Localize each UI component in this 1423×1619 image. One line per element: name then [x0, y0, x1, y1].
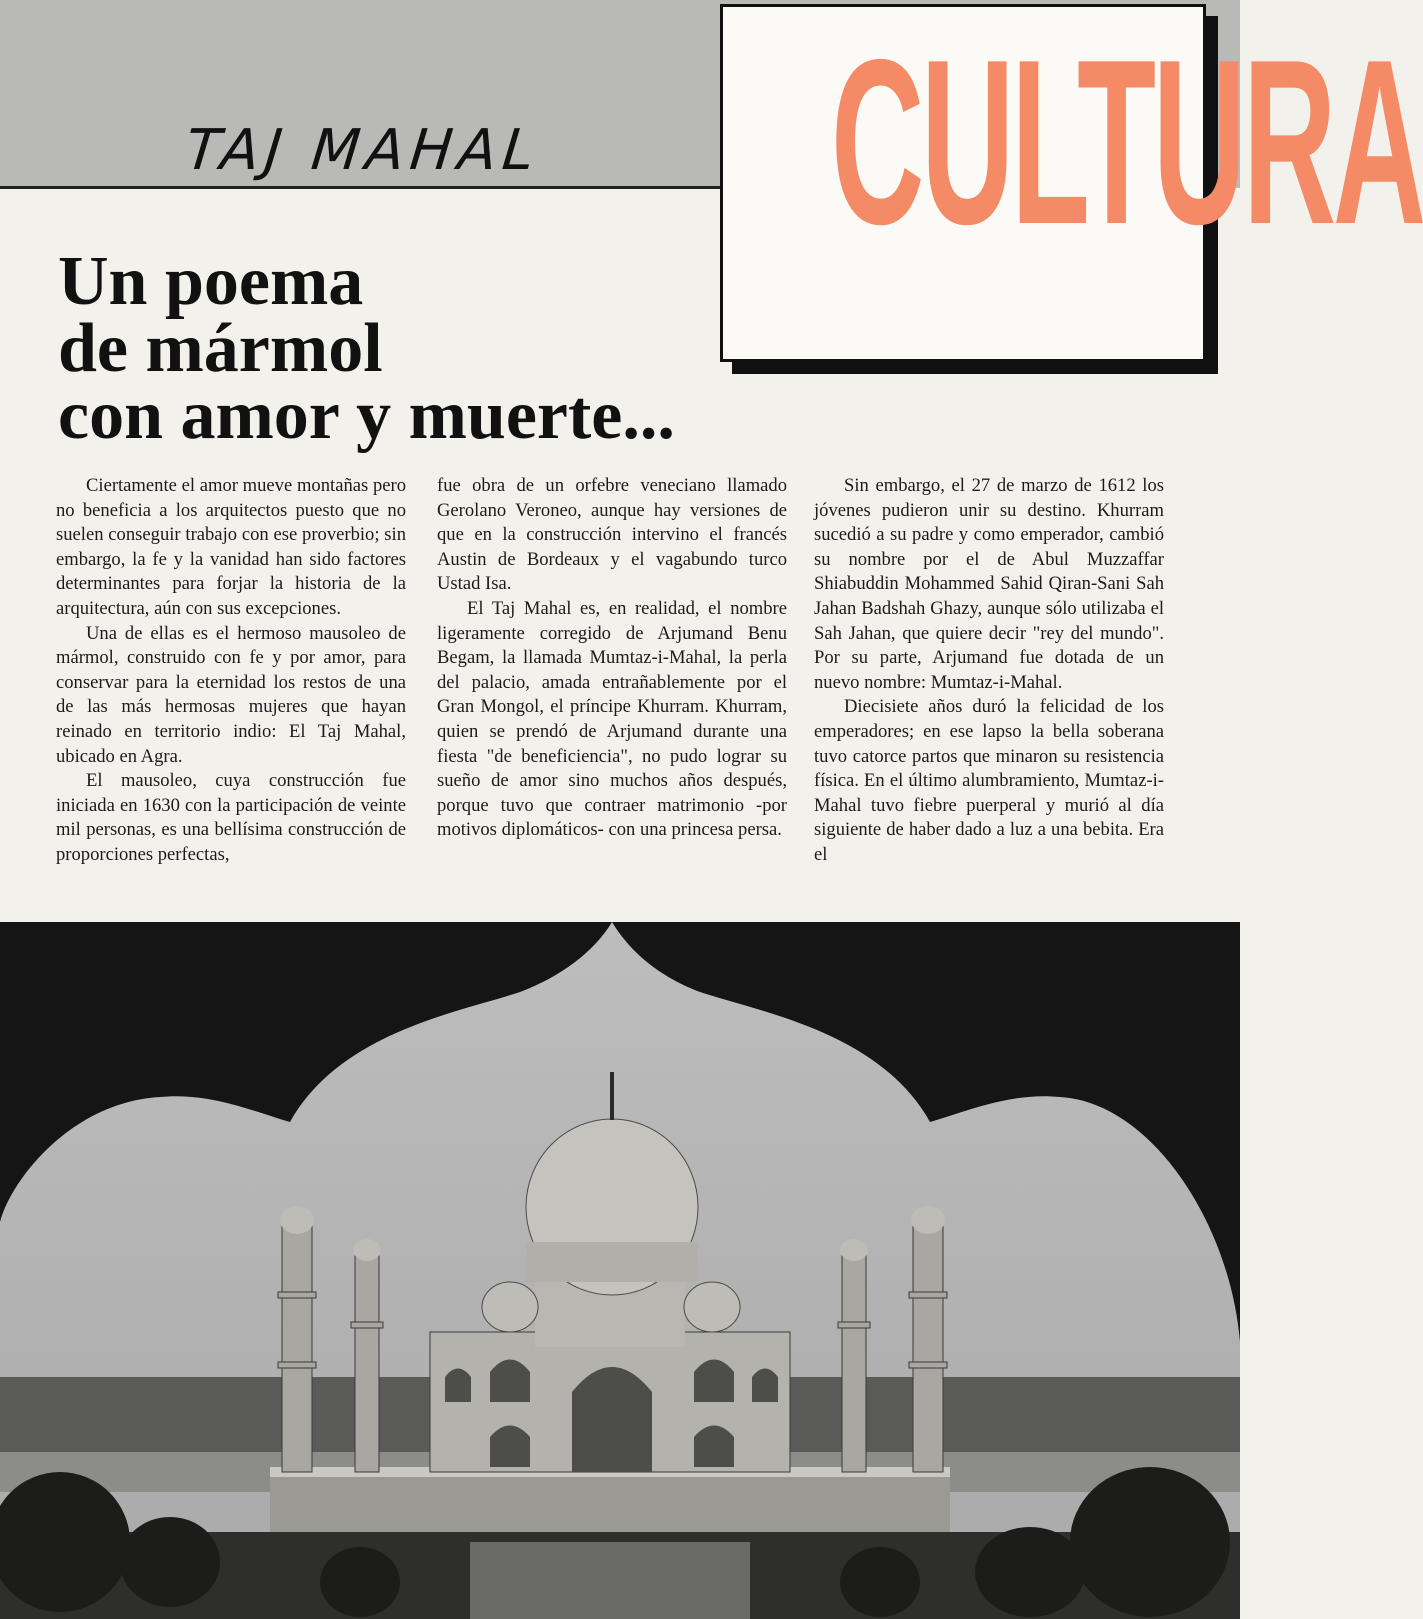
- paragraph: El Taj Mahal es, en realidad, el nombre ligeramente corregido de Arjumand Benu Begam, la llamada Mumtaz-i-Mahal, la perla del palacio, amada entrañablemente por el Gran Mongol, el príncipe Khurram. Khurram, quien se prendó de Arjumand durante una fiesta "de beneficiencia", no pudo lograr su sueño de amor sino muchos años después, porque tuvo que contraer matrimonio -por motivos diplomáticos- con una princesa persa.: [437, 597, 787, 841]
- paragraph: Diecisiete años duró la felicidad de los emperadores; en ese lapso la bella soberana tuvo catorce partos que minaron su resistencia física. En el último alumbramiento, Mumtaz-i-Mahal tuvo fiebre puerperal y murió al día siguiente de haber dado a luz a una bebita. Era el: [814, 696, 1164, 865]
- headline-line-1: Un poema: [58, 243, 364, 320]
- taj-mahal-photo: [0, 922, 1240, 1619]
- article-column-1: [56, 474, 406, 868]
- terrace: [270, 1472, 950, 1542]
- paragraph: Sin embargo, el 27 de marzo de 1612 los jóvenes pudieron unir su destino. Khurram sucedió a su padre y como emperador, cambió su nombre por el de Abul Muzzaffar Shiabuddin Mohammed Sahid Qiran-Sani Sah Jahan Badshah Ghazy, aunque sólo utilizaba el Sah Jahan, que quiere decir "rey del mundo". Por su parte, Arjumand fue dotada de un nuevo nombre: Mumtaz-i-Mahal.: [814, 475, 1164, 693]
- paragraph: Ciertamente el amor mueve montañas pero no beneficia a los arquitectos puesto que no suelen conseguir trabajo con ese proverbio; sin embargo, la fe y la vanidad han sido factores determinantes para forjar la historia de la arquitectura, aún con sus excepciones.: [56, 475, 406, 619]
- header-rule: [0, 186, 720, 189]
- paragraph: Una de ellas es el hermoso mausoleo de mármol, construido con fe y por amor, para conservar para la eternidad los restos de una de las más hermosas mujeres que hayan reinado en territorio indio: El Taj Mahal, ubicado en Agra.: [56, 622, 406, 767]
- taj-mahal-illustration: [0, 922, 1240, 1619]
- paragraph: El mausoleo, cuya construcción fue iniciada en 1630 con la participación de veinte mil personas, es una bellísima construcción de proporciones perfectas,: [56, 770, 406, 865]
- article-column-2: [437, 474, 787, 843]
- section-label: CULTURA: [831, 10, 1423, 273]
- kicker-title: TAJ MAHAL: [182, 118, 544, 183]
- headline-line-3: con amor y muerte...: [58, 377, 675, 454]
- headline: [58, 243, 818, 454]
- paragraph: fue obra de un orfebre veneciano llamado Gerolano Veroneo, aunque hay versiones de que en la construcción intervino el francés Austin de Bordeaux y el vagabundo turco Ustad Isa.: [437, 475, 787, 595]
- headline-line-2: de mármol: [58, 310, 383, 387]
- article-column-3: [814, 474, 1164, 868]
